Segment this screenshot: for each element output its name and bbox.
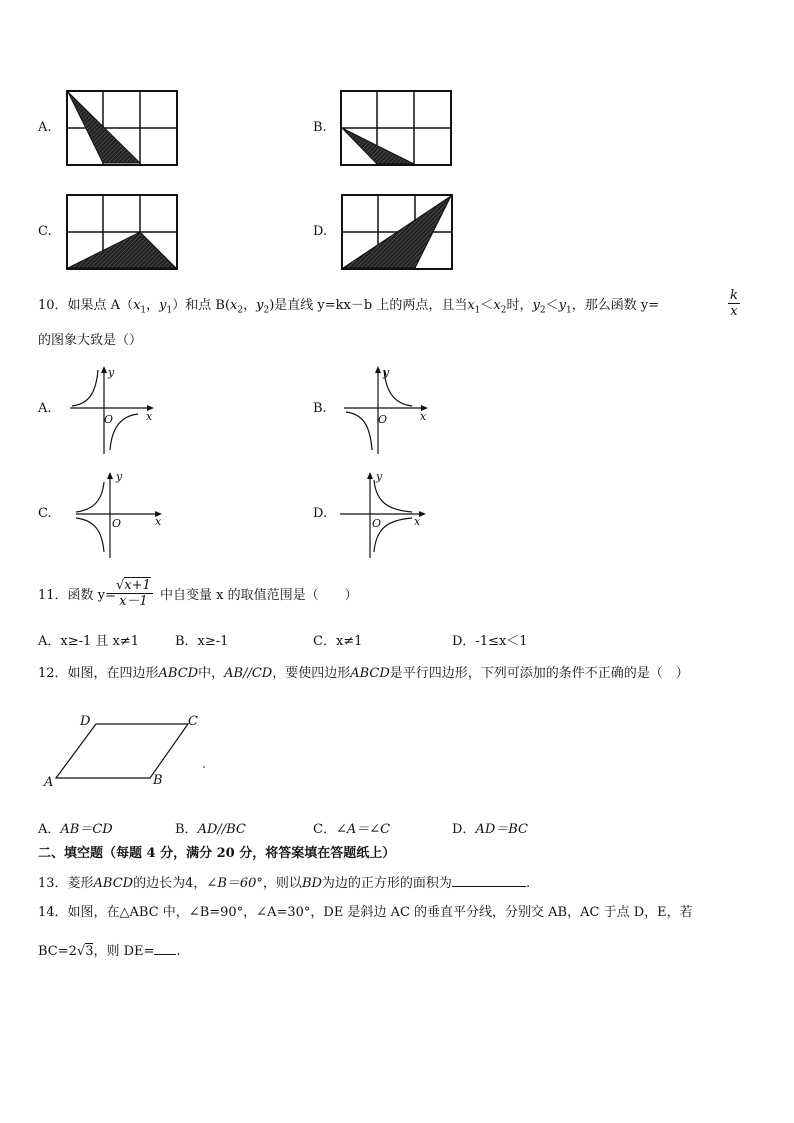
q10-a-o: O (104, 413, 114, 426)
q10-b-x: x (420, 410, 427, 423)
q12-label-b: B (153, 773, 163, 788)
q12-option-c[interactable]: C．∠A＝∠C (313, 822, 391, 837)
q12-stem: 12．如图，在四边形ABCD中，AB//CD，要使四边形ABCD是平行四边形，下列可添加的条件不正确的是（ ） (38, 666, 689, 681)
q12-label-c: C (188, 714, 198, 729)
q10-b-y: y (383, 366, 390, 379)
q10-option-b-label[interactable]: B. (313, 401, 327, 416)
q12-option-d[interactable]: D．AD＝BC (452, 822, 528, 837)
q11-fraction: $\frac{√x+1}{x-1}$ (116, 578, 151, 609)
q10-d-x: x (414, 515, 421, 528)
q9-option-d-label[interactable]: D. (313, 224, 328, 239)
q10-a-y: y (108, 366, 115, 379)
q11-option-a[interactable]: A．x≥-1 且 x≠1 (38, 634, 140, 649)
q9-figure-d (341, 194, 453, 270)
q11-prefix: 11．函数 y= (38, 588, 116, 603)
q9-figure-a (66, 90, 178, 166)
section-2-title: 二、填空题（每题 4 分，满分 20 分，将答案填在答题纸上） (38, 846, 396, 861)
q10-c-x: x (155, 515, 162, 528)
q12-label-a: A (44, 775, 54, 790)
q11-option-d[interactable]: D．-1≤x＜1 (452, 634, 528, 649)
q9-option-a-label[interactable]: A. (38, 120, 52, 135)
q10-stem-line2: 的图象大致是（） (38, 333, 143, 348)
q9-option-b-label[interactable]: B. (313, 120, 327, 135)
q10-option-c-label[interactable]: C. (38, 506, 52, 521)
q13-stem: 13．菱形ABCD的边长为4，∠B＝60°，则以BD为边的正方形的面积为 . (38, 876, 531, 891)
q11-option-c[interactable]: C．x≠1 (313, 634, 363, 649)
q10-option-d-label[interactable]: D. (313, 506, 328, 521)
q14-answer-blank[interactable] (154, 942, 176, 955)
q10-d-o: O (372, 517, 382, 530)
q9-option-c-label[interactable]: C. (38, 224, 52, 239)
q10-c-y: y (116, 470, 123, 483)
q10-b-o: O (378, 413, 388, 426)
q10-a-x: x (146, 410, 153, 423)
q10-c-o: O (112, 517, 122, 530)
q12-option-b[interactable]: B．AD//BC (175, 822, 246, 837)
q14-line2: BC=2√3，则 DE= . (38, 944, 181, 959)
q10-fraction: $\frac{k}{x}$ (730, 288, 738, 319)
q12-label-d: D (80, 714, 91, 729)
q13-answer-blank[interactable] (452, 874, 526, 887)
q14-line1: 14．如图，在△ABC 中，∠B=90°，∠A=30°，DE 是斜边 AC 的垂直平分线，分别交 AB，AC 于点 D，E，若 (38, 905, 693, 920)
q9-figure-b (340, 90, 452, 166)
q11-option-b[interactable]: B．x≥-1 (175, 634, 229, 649)
q10-d-y: y (376, 470, 383, 483)
q9-figure-c (66, 194, 178, 270)
q10-option-a-label[interactable]: A. (38, 401, 52, 416)
q12-option-a[interactable]: A．AB＝CD (38, 822, 113, 837)
q11-suffix: 中自变量 x 的取值范围是（ ） (160, 588, 358, 603)
q10-stem-line1: 10．如果点 $A(x_1$，$y_1$）和点 $B(x_2$，$y_2$)是直线 y=kx－b 上的两点，且当$x_1<x_2$时，$y_2<y_1$，那么函数 y= (38, 298, 660, 316)
